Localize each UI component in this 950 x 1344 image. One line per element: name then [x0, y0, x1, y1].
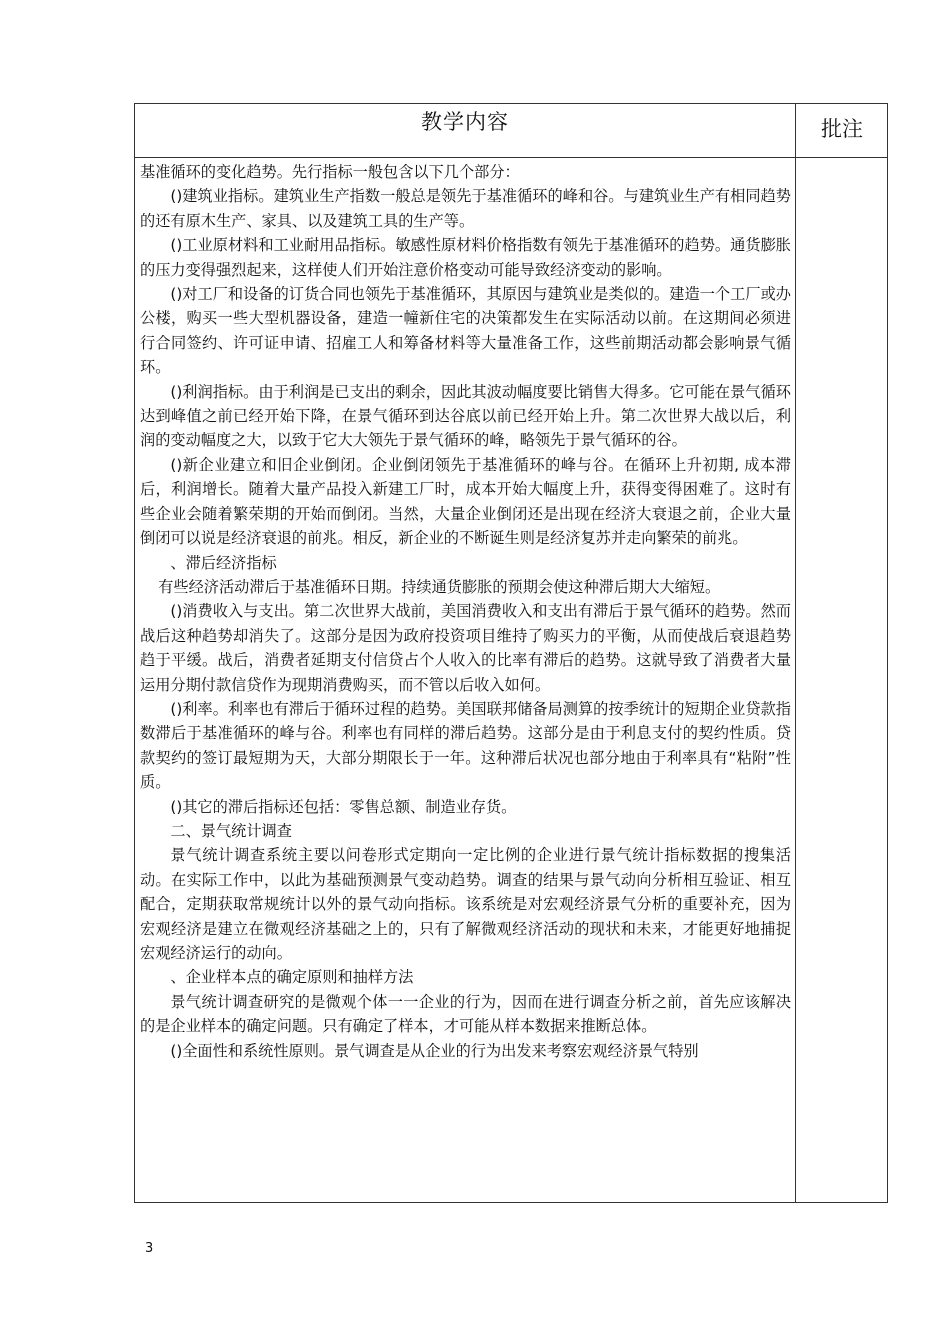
paragraph: 景气统计调查系统主要以问卷形式定期向一定比例的企业进行景气统计指标数据的搜集活动。在实际工作中，以此为基础预测景气变动趋势。调查的结果与景气动向分析相互验证、相互配合，定期获取常规统计以外的景气动向指标。该系统是对宏观经济景气分析的重要补充，因为宏观经济是建立在微观经济基础之上的，只有了解微观经济活动的现状和未来，才能更好地捕捉宏观经济运行的动向。: [140, 846, 791, 962]
paragraph: ()建筑业指标。建筑业生产指数一般总是领先于基准循环的峰和谷。与建筑业生产有相同趋势的还有原木生产、家具、以及建筑工具的生产等。: [140, 187, 791, 230]
paragraph: ()消费收入与支出。第二次世界大战前，美国消费收入和支出有滞后于景气循环的趋势。然而战后这种趋势却消失了。这部分是因为政府投资项目维持了购买力的平衡，从而使战后衰退趋势趋于平缓。战后，消费者延期支付信贷占个人收入的比率有滞后的趋势。这就导致了消费者大量运用分期付款信贷作为现期消费购买，而不管以后收入如何。: [140, 602, 791, 694]
section-heading: 、企业样本点的确定原则和抽样方法: [170, 968, 414, 987]
notes-column-header: 批注: [796, 104, 888, 158]
paragraph: ()新企业建立和旧企业倒闭。企业倒闭领先于基准循环的峰与谷。在循环上升初期, 成本滞后，利润增长。随着大量产品投入新建工厂时，成本开始大幅度上升，获得变得困难了。这时有些企业会随着繁荣期的开始而倒闭。当然，大量企业倒闭还是出现在经济大衰退之前，企业大量倒闭可以说是经济衰退的前兆。相反，新企业的不断诞生则是经济复苏并走向繁荣的前兆。: [140, 455, 791, 548]
paragraph: ()其它的滞后指标还包括：零售总额、制造业存货。: [170, 797, 517, 816]
paragraph: ()利率。利率也有滞后于循环过程的趋势。美国联邦储备局测算的按季统计的短期企业贷款指数滞后于基准循环的峰与谷。利率也有同样的滞后趋势。这部分是由于利息支付的契约性质。贷款契约的签订最短期为天，大部分期限长于一年。这种滞后状况也部分地由于利率具有“粘附”性质。: [140, 699, 791, 792]
section-heading: 、滞后经济指标: [170, 553, 277, 572]
paragraph: ()利润指标。由于利润是已支出的剩余，因此其波动幅度要比销售大得多。它可能在景气循环达到峰值之前已经开始下降，在景气循环到达谷底以前已经开始上升。第二次世界大战以后，利润的变动幅度之大，以致于它大大领先于景气循环的峰，略领先于景气循环的谷。: [140, 382, 791, 450]
paragraph: 有些经济活动滞后于基准循环日期。持续通货膨胀的预期会使这种滞后期大大缩短。: [158, 577, 721, 596]
notes-cell: [796, 158, 888, 1202]
paragraph: ()全面性和系统性原则。景气调查是从企业的行为出发来考察宏观经济景气特别: [170, 1041, 699, 1060]
content-column-header: 教学内容: [135, 104, 796, 158]
paragraph: 基准循环的变化趋势。先行指标一般包含以下几个部分：: [140, 163, 520, 181]
paragraph: 景气统计调查研究的是微观个体一一企业的行为，因而在进行调查分析之前，首先应该解决的是企业样本的确定问题。只有确定了样本，才可能从样本数据来推断总体。: [140, 992, 791, 1036]
content-cell: [135, 158, 796, 1202]
paragraph: ()对工厂和设备的订货合同也领先于基准循环，其原因与建筑业是类似的。建造一个工厂或办公楼，购买一些大型机器设备，建造一幢新住宅的决策都发生在实际活动以前。在这期间必须进行合同签约、许可证申请、招雇工人和筹备材料等大量准备工作，这些前期活动都会影响景气循环。: [140, 285, 791, 377]
section-heading: 二、景气统计调查: [170, 821, 292, 840]
page-number: 3: [145, 1241, 154, 1256]
document-table: [134, 103, 888, 1203]
paragraph: ()工业原材料和工业耐用品指标。敏感性原材料价格指数有领先于基准循环的趋势。通货膨胀的压力变得强烈起来，这样使人们开始注意价格变动可能导致经济变动的影响。: [140, 236, 791, 279]
